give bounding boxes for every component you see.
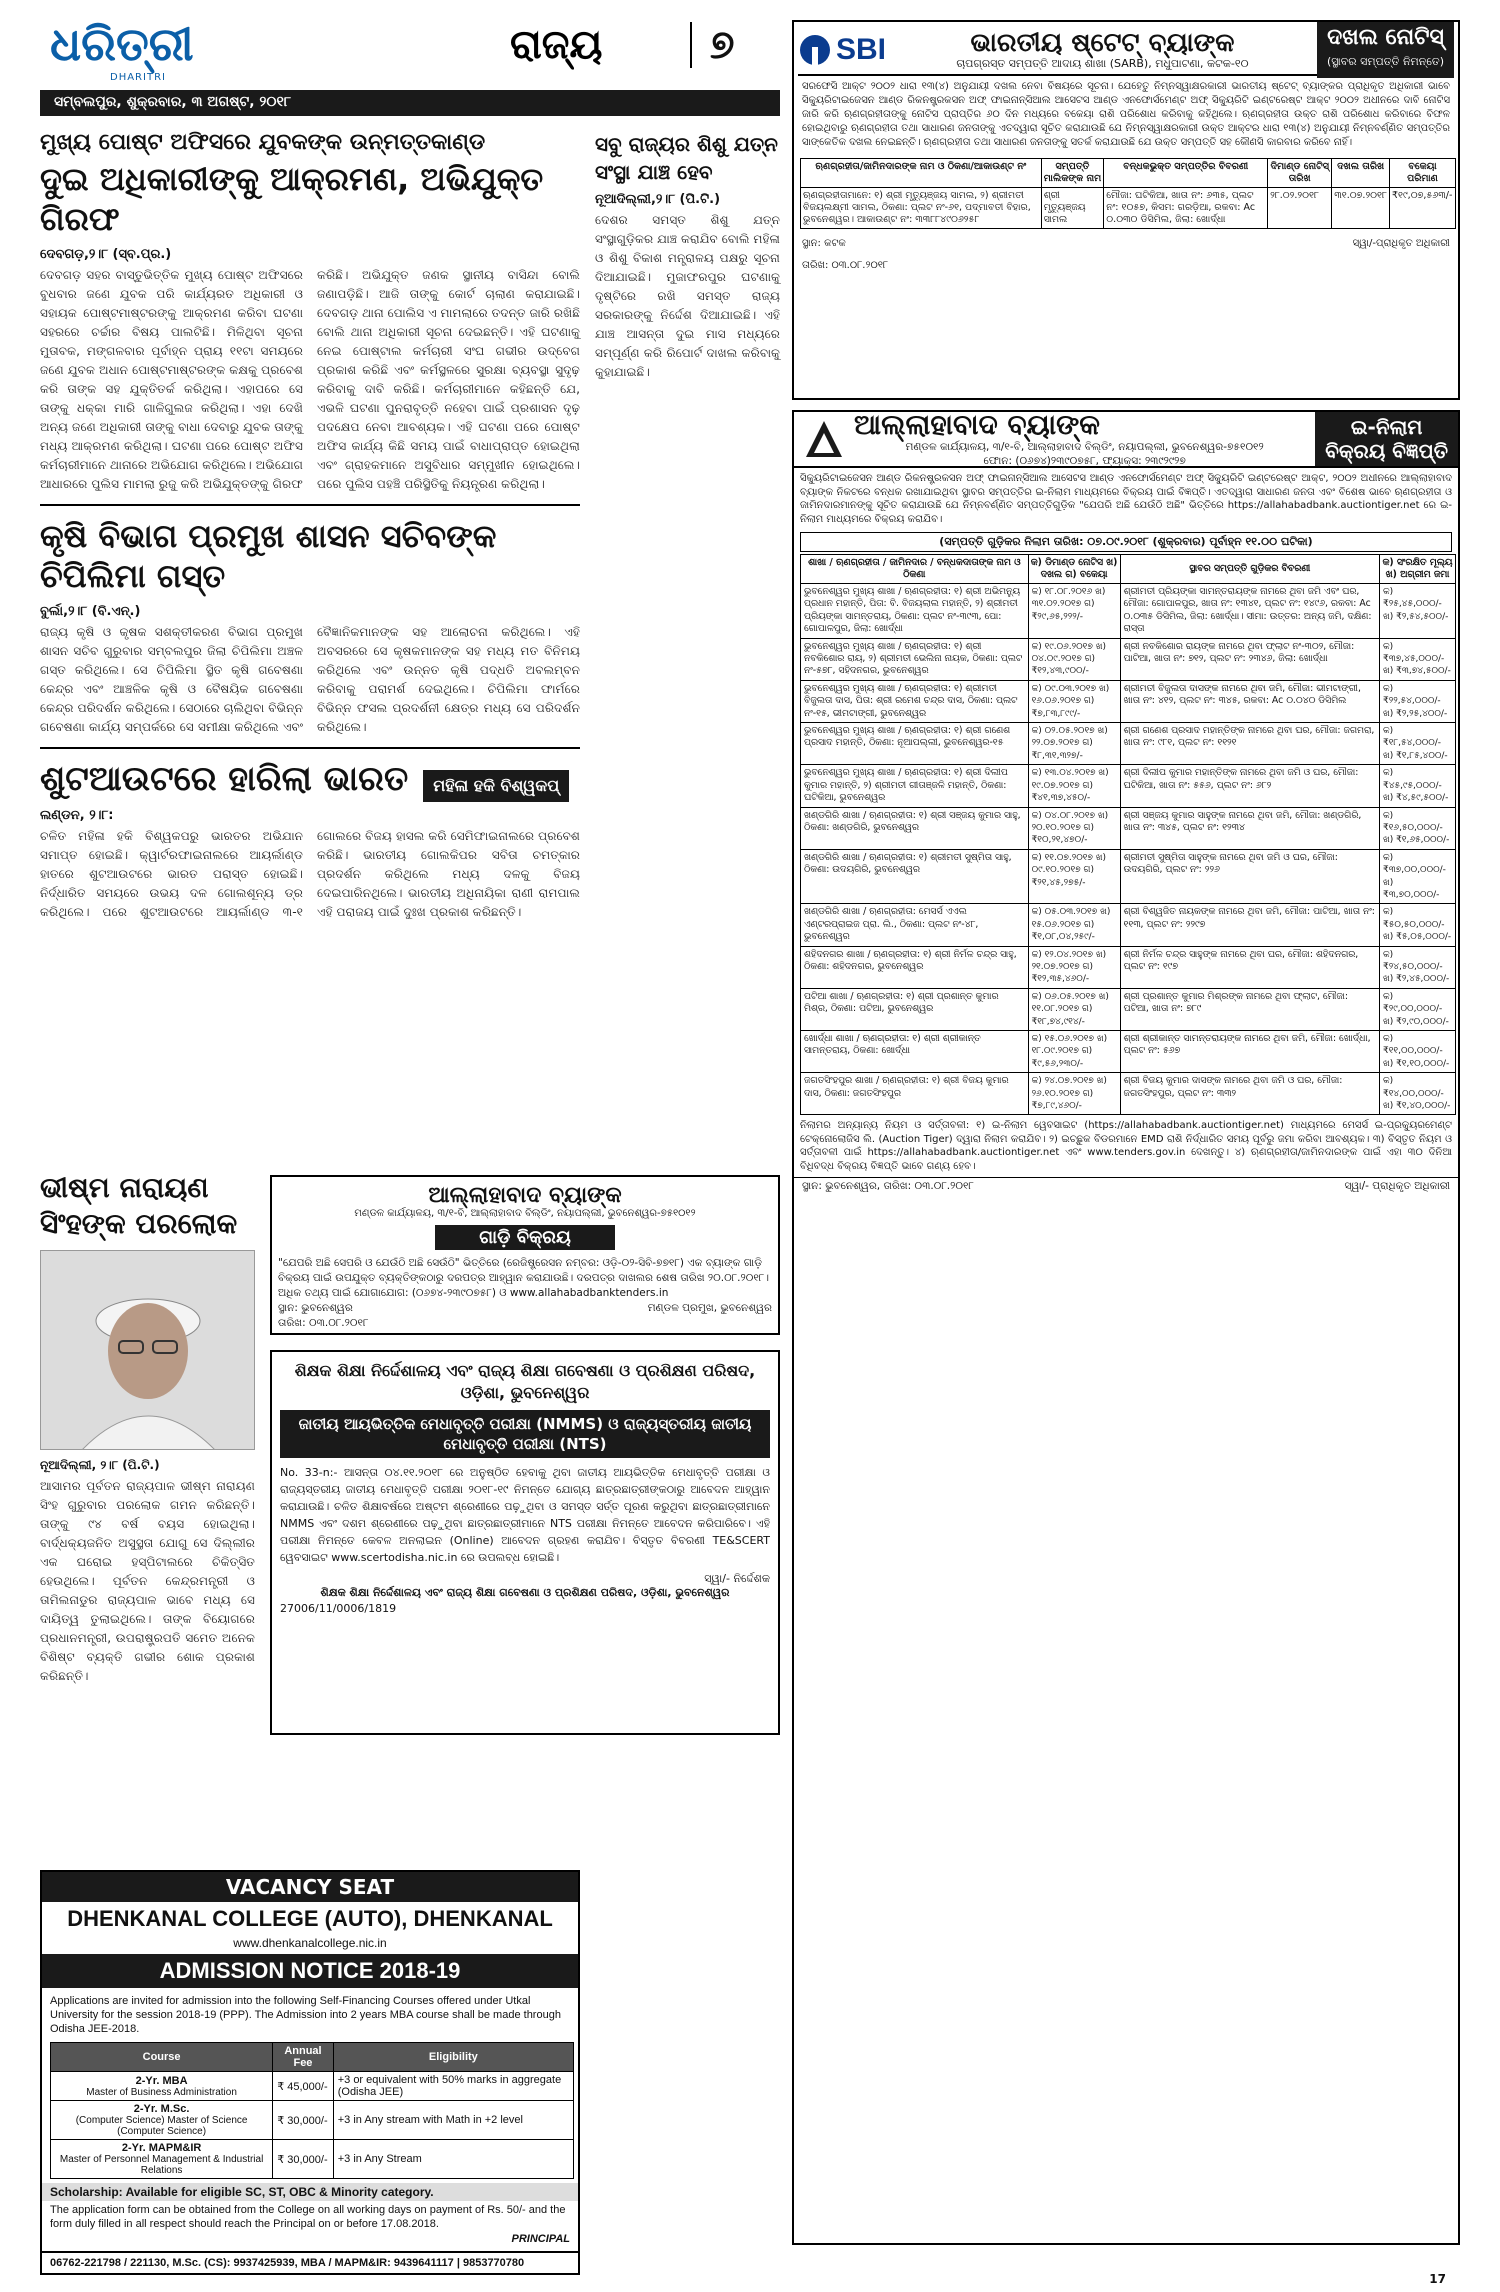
auction-cell-price: କ) ₹୧୪,୦୦,୦୦୦/- ଖ) ₹୧,୪୦,୦୦୦/- [1380,1073,1456,1115]
table-row [801,1073,1456,1115]
dateline: ସମ୍ବଲପୁର, ଶୁକ୍ରବାର, ୩ ଅଗଷ୍ଟ, ୨୦୧୮ [40,90,780,116]
divider [40,747,580,749]
table-row [801,1031,1456,1073]
hockey-body: ଚଳିତ ମହିଳା ହକି ବିଶ୍ୱକପରୁ ଭାରତର ଅଭିଯାନ ସମାପ୍ତ ହୋଇଛି। କ୍ୱାର୍ଟରଫାଇନାଲରେ ଆୟର୍ଲାଣ୍ଡ ହାତରେ ଶୁଟଆଉଟରେ ଭାରତ ପରାସ୍ତ ହୋଇଛି। ନିର୍ଦ୍ଧାରିତ ସମୟରେ ଉଭୟ ଦଳ ଗୋଲଶୂନ୍ୟ ଡ୍ର କରିଥିଲେ। ପରେ ଶୁଟଆଉଟରେ ଆୟର୍ଲାଣ୍ଡ ୩-୧ ଗୋଲରେ ବିଜୟ ହାସଲ କରି ସେମିଫାଇନାଲରେ ପ୍ରବେଶ କରିଛି। ଭାରତୀୟ ଗୋଲକିପର ସବିତା ଚମତ୍କାର ପ୍ରଦର୍ଶନ କରିଥିଲେ ମଧ୍ୟ ଦଳକୁ ବିଜୟ ଦେଇପାରିନଥିଲେ। ଭାରତୀୟ ଅଧିନାୟିକା ରାଣୀ ରାମପାଲ ଏହି ପରାଜୟ ପାଇଁ ଦୁଃଖ ପ୍ରକାଶ କରିଛନ୍ତି। [40,828,580,919]
table-row [51,2101,574,2140]
auction-cell-branch: ପଟିଆ ଶାଖା / ଋଣଗ୍ରହୀତା: ୧) ଶ୍ରୀ ପ୍ରଶାନ୍ତ କୁମାର ମିଶ୍ର, ଠିକଣା: ପଟିଆ, ଭୁବନେଶ୍ୱର [801,988,1029,1030]
allah-place: ସ୍ଥାନ: ଭୁବନେଶ୍ୱର, ତାରିଖ: ୦୩.୦୮.୨୦୧୮ [802,1180,974,1193]
course-sub: (Computer Science) Master of Science (Computer Science) [75,2115,248,2137]
table-row [801,807,1456,849]
college-note: The application form can be obtained from the College on all working days on payment of Rs. 50/- and the form duly filled in all respect should reach the Principal on or before 17.08.2018. [50,2204,566,2230]
auction-cell-dates: କ) ୧୯.୦୬.୨୦୧୭ ଖ) ୦୪.୦୯.୨୦୧୭ ଗ) ₹୧୨,୪୩,୯୦୦/- [1028,638,1120,680]
auction-cell-branch: ଭୁବନେଶ୍ୱର ମୁଖ୍ୟ ଶାଖା / ଋଣଗ୍ରହୀତା: ୧) ଶ୍ରୀ ନବକିଶୋର ରାୟ, ୨) ଶ୍ରୀମତୀ ଭେଲିନା ନାୟକ, ଠିକଣା: ପ୍ଲଟ ନଂ-୫୭୮, ସହିଦନଗର, ଭୁବନେଶ୍ୱର [801,638,1029,680]
section-page-number: ୭ [690,22,734,68]
lead-byline: ଦେବଗଡ଼,୨।୮ (ସ୍ବ.ପ୍ର.) [40,247,172,262]
allah-tag-2: ବିକ୍ରୟ ବିଜ୍ଞପ୍ତି [1325,439,1448,463]
portrait-image [41,1251,255,1450]
sbi-branch: ଚାପଗ୍ରସ୍ତ ସମ୍ପତ୍ତି ଆଦାୟ ଶାଖା (SARB), ମଧୁପାଟଣା, କଟକ-୧୦ [956,57,1249,70]
course-fee: ₹ 45,000/- [273,2072,334,2101]
sbi-tag [1317,22,1454,78]
side-byline: ନୂଆଦିଲ୍ଲୀ,୨।୮ (ପି.ଟି.) [595,192,721,207]
nmms-text: No. 33-n:- ଆସନ୍ତା ୦୪.୧୧.୨୦୧୮ ରେ ଅନୁଷ୍ଠିତ ହେବାକୁ ଥିବା ଜାତୀୟ ଆୟଭିତ୍ତିକ ମେଧାବୃତ୍ତି ପରୀକ୍ଷା ଓ ରାଜ୍ୟସ୍ତରୀୟ ଜାତୀୟ ମେଧାବୃତ୍ତି ପରୀକ୍ଷା ୨୦୧୮-୧୯ ନିମନ୍ତେ ଯୋଗ୍ୟ ଛାତ୍ରଛାତ୍ରୀଙ୍କଠାରୁ ଆବେଦନ ଆହ୍ୱାନ କରାଯାଉଛି। ଚଳିତ ଶିକ୍ଷାବର୍ଷରେ ଅଷ୍ଟମ ଶ୍ରେଣୀରେ ପଢ଼ୁଥିବା ଓ ସମସ୍ତ ସର୍ତ୍ତ ପୂରଣ କରୁଥିବା ଛାତ୍ରଛାତ୍ରୀମାନେ NMMS ଏବଂ ଦଶମ ଶ୍ରେଣୀରେ ପଢ଼ୁଥିବା ଛାତ୍ରଛାତ୍ରୀମାନେ NTS ପରୀକ୍ଷା ନିମନ୍ତେ ଆବେଦନ କରିପାରିବେ। ଏହି ପରୀକ୍ଷା ନିମନ୍ତେ କେବଳ ଅନଲାଇନ (Online) ଆବେଦନ ଗ୍ରହଣ କରାଯିବ। ବିସ୍ତୃତ ବିବରଣୀ TE&SCERT ୱେବସାଇଟ www.scertodisha.nic.in ରେ ଉପଲବ୍ଧ ହୋଇଛି। [280,1466,770,1564]
eligibility-col-header: Eligibility [333,2043,573,2072]
logo-text: ଧରିତ୍ରୀ [50,17,194,71]
table-row [801,946,1456,988]
sbi-col-header: ବକେୟା ପରିମାଣ [1389,159,1455,188]
course-sub: Master of Personnel Management & Industrial Relations [59,2154,264,2176]
section-title: ରାଜ୍ୟ [510,22,603,68]
allah-intro: ସିକ୍ୟୁରିଟାଇଜେସନ ଆଣ୍ଡ ରିକନଷ୍ଟ୍ରକସନ ଅଫ୍ ଫାଇନାନ୍ସିଆଲ ଆସେଟସ ଆଣ୍ଡ ଏନଫୋର୍ସମେଣ୍ଟ ଅଫ୍ ସିକ୍ୟୁରିଟି ଇଣ୍ଟରେଷ୍ଟ ଆକ୍ଟ, ୨୦୦୨ ଅଧୀନରେ ଆଲ୍ଲାହାବାଦ ବ୍ୟାଙ୍କ ନିକଟରେ ବନ୍ଧକ ରଖାଯାଇଥିବା ସ୍ଥାବର ସମ୍ପତ୍ତିର ଇ-ନିଲାମ ମାଧ୍ୟମରେ ବିକ୍ରୟ ପାଇଁ ବିଜ୍ଞପ୍ତି। ଏତଦ୍ୱାରା ସାଧାରଣ ଜନତା ଏବଂ ବିଶେଷ ଭାବେ ଋଣଗ୍ରହୀତା ଓ ଜାମିନଦାରମାନଙ୍କୁ ସୂଚିତ କରାଯାଉଛି ଯେ ନିମ୍ନବର୍ଣ୍ଣିତ ସମ୍ପତ୍ତିଗୁଡ଼ିକ "ଯେପରି ଅଛି ଯେଉଁଠି ଅଛି" ଭିତ୍ତିରେ https://allahabadbank.auctiontiger.net ରେ ଇ-ନିଲାମ ମାଧ୍ୟମରେ ବିକ୍ରୟ କରାଯିବ। [800,473,1452,525]
nmms-foot: ଶିକ୍ଷକ ଶିକ୍ଷା ନିର୍ଦ୍ଦେଶାଳୟ ଏବଂ ରାଜ୍ୟ ଶିକ୍ଷା ଗବେଷଣା ଓ ପ୍ରଶିକ୍ଷଣ ପରିଷଦ, ଓଡ଼ିଶା, ଭୁବନେଶ୍ୱର [320,1586,730,1599]
college-website[interactable]: www.dhenkanalcollege.nic.in [233,1936,387,1950]
obit-byline: ନୂଆଦିଲ୍ଲୀ, ୨।୮ (ପି.ଟି.) [40,1458,160,1472]
sbi-signer: ସ୍ୱା/-ପ୍ରାଧିକୃତ ଅଧିକାରୀ [1352,238,1450,249]
auction-cell-dates: କ) ୨୪.୦୭.୨୦୧୭ ଖ) ୨୬.୧୦.୨୦୧୭ ଗ) ₹୭,୮୯,୪୬୦/- [1028,1073,1120,1115]
sbi-sign-row [798,233,1454,255]
auction-cell-dates: କ) ୧୨.୦୪.୨୦୧୭ ଖ) ୨୧.୦୭.୨୦୧୭ ଗ) ₹୧୨,୩୫,୪୬୦/- [1028,946,1120,988]
auction-cell-price: କ) ₹୧୧,୦୦,୦୦୦/- ଖ) ₹୧,୧୦,୦୦୦/- [1380,1031,1456,1073]
lead-story [40,130,580,494]
auction-cell-dates: କ) ୦୨.୦୫.୨୦୧୭ ଖ) ୨୨.୦୭.୨୦୧୭ ଗ) ₹୮,୩୧,୩୨୭/- [1028,723,1120,765]
lead-body: ଦେବଗଡ଼ ସହର ବାସ୍ତୁଭିତ୍ତିକ ମୁଖ୍ୟ ପୋଷ୍ଟ ଅଫିସରେ ବୁଧବାର ଜଣେ ଯୁବକ ପରି କାର୍ଯ୍ୟରତ ଅଧିକାରୀ ଓ ସହାୟକ ପୋଷ୍ଟମାଷ୍ଟରଙ୍କୁ ଆକ୍ରମଣ କରିବା ଘଟଣା ସହରରେ ଚର୍ଚ୍ଚାର ବିଷୟ ପାଲଟିଛି। ମିଳିଥିବା ସୂଚନା ମୁତାବକ, ମଙ୍ଗଳବାର ପୂର୍ବାହ୍ନ ପ୍ରାୟ ୧୧ଟା ସମୟରେ ଜଣେ ଯୁବକ ଅଧାନ ପୋଷ୍ଟମାଷ୍ଟରଙ୍କ କକ୍ଷକୁ ପ୍ରବେଶ କରି ତାଙ୍କ ସହ ଯୁକ୍ତିତର୍କ କରିଥିଲା। ଏହାପରେ ସେ ତାଙ୍କୁ ଧକ୍କା ମାରି ଗାଳିଗୁଲଜ କରିଥିଲା। ଏହା ଦେଖି ଅନ୍ୟ ଜଣେ ଅଧିକାରୀ ତାଙ୍କୁ ବାଧା ଦେବାରୁ ଯୁବକ ତାଙ୍କୁ ମଧ୍ୟ ଆକ୍ରମଣ କରିଥିଲା। ଘଟଣା ପରେ ପୋଷ୍ଟ ଅଫିସ କର୍ମଚାରୀମାନେ ଥାନାରେ ଅଭିଯୋଗ କରିଥିଲେ। ଅଭିଯୋଗ ଆଧାରରେ ପୁଲିସ ମାମଲା ରୁଜୁ କରି ଅଭିଯୁକ୍ତଙ୍କୁ ଗିରଫ କରିଛି। ଅଭିଯୁକ୍ତ ଜଣକ ସ୍ଥାନୀୟ ବାସିନ୍ଦା ବୋଲି ଜଣାପଡ଼ିଛି। ଆଜି ତାଙ୍କୁ କୋର୍ଟ ଚାଲାଣ କରାଯାଇଛି। ଦେବଗଡ଼ ଥାନା ପୋଲିସ ଏ ମାମଲାରେ ତଦନ୍ତ ଜାରି ରଖିଛି ବୋଲି ଥାନା ଅଧିକାରୀ ସୂଚନା ଦେଇଛନ୍ତି। ଏହି ଘଟଣାକୁ ନେଇ ପୋଷ୍ଟାଲ କର୍ମଚାରୀ ସଂଘ ଗଭୀର ଉଦ୍‌ବେଗ ପ୍ରକାଶ କରିଛି ଏବଂ କର୍ମସ୍ଥଳରେ ସୁରକ୍ଷା ବ୍ୟବସ୍ଥା ସୁଦୃଢ଼ କରିବାକୁ ଦାବି କରିଛି। କର୍ମଚାରୀମାନେ କହିଛନ୍ତି ଯେ, ଏଭଳି ଘଟଣା ପୁନରାବୃତ୍ତି ନହେବା ପାଇଁ ପ୍ରଶାସନ ଦୃଢ଼ ପଦକ୍ଷେପ ନେବା ଆବଶ୍ୟକ। ଏହି ଘଟଣା ପରେ ପୋଷ୍ଟ ଅଫିସ କାର୍ଯ୍ୟ କିଛି ସମୟ ପାଇଁ ବାଧାପ୍ରାପ୍ତ ହୋଇଥିଲା ଏବଂ ଗ୍ରାହକମାନେ ଅସୁବିଧାର ସମ୍ମୁଖୀନ ହୋଇଥିଲେ। ପରେ ପୁଲିସ ପହଞ୍ଚି ପରିସ୍ଥିତିକୁ ନିୟନ୍ତ୍ରଣ କରିଥିଲା। [40,268,580,491]
sbi-cell: ୩୧.୦୭.୨୦୧୮ [1332,188,1390,229]
auction-cell-prop: ଶ୍ରୀ ନିର୍ମଳ ଚନ୍ଦ୍ର ସାହୁଙ୍କ ନାମରେ ଥିବା ଘର, ମୌଜା: ଶହିଦନଗର, ପ୍ଲଟ ନଂ: ୧୯୭ [1120,946,1379,988]
auction-cell-prop: ଶ୍ରୀ ଦିଲୀପ କୁମାର ମହାନ୍ତିଙ୍କ ନାମରେ ଥିବା ଜମି ଓ ଘର, ମୌଜା: ଘଟିକିଆ, ଖାତା ନଂ: ୫୫୬, ପ୍ଲଟ ନଂ: ୬୮୨ [1120,765,1379,807]
table-row [801,904,1456,946]
sbi-possession-notice[interactable] [792,20,1460,400]
auction-col-header: ଶାଖା / ଋଣଗ୍ରହୀତା / ଜାମିନଦାର / ବନ୍ଧକଦାତାଙ୍କ ନାମ ଓ ଠିକଣା [801,555,1029,584]
newspaper-page [40,10,1460,2286]
hockey-byline: ଲଣ୍ଡନ, ୨।୮: [40,807,114,823]
side-story [595,130,780,382]
ad-bank-name: ଆଲ୍ଲାହାବାଦ ବ୍ୟାଙ୍କ [428,1183,622,1208]
allah-terms: ନିଲାମର ଅନ୍ୟାନ୍ୟ ନିୟମ ଓ ସର୍ତ୍ତାବଳୀ: ୧) ଇ-ନିଲାମ ୱେବସାଇଟ (https://allahabadbank.auctiontiger.net) ମାଧ୍ୟମରେ ମେସର୍ସ ଇ-ପ୍ରକ୍ୟୁରମେଣ୍ଟ ଟେକ୍ନୋଲୋଜିସ ଲି. (Auction Tiger) ଦ୍ୱାରା ନିଲାମ କରାଯିବ। ୨) ଇଚ୍ଛୁକ ବିଡରମାନେ EMD ରାଶି ନିର୍ଦ୍ଧାରିତ ସମୟ ପୂର୍ବରୁ ଜମା କରିବା ଆବଶ୍ୟକ। ୩) ବିସ୍ତୃତ ନିୟମ ଓ ସର୍ତ୍ତାବଳୀ ପାଇଁ https://allahabadbank.auctiontiger.net ଏବଂ www.tenders.gov.in ଦେଖନ୍ତୁ। ୪) ଋଣଗ୍ରହୀତା/ଜାମିନଦାରଙ୍କ ପାଇଁ ଏହା ୩୦ ଦିନିଆ ବିଧିବଦ୍ଧ ବିକ୍ରୟ ବିଜ୍ଞପ୍ତି ଭାବେ ଗଣ୍ୟ ହେବ। [800,1120,1452,1172]
ad-text: "ଯେପରି ଅଛି ସେପରି ଓ ଯେଉଁଠି ଅଛି ସେଉଁଠି" ଭିତ୍ତିରେ (ରେଜିଷ୍ଟ୍ରେସନ ନମ୍ବର: ଓଡ଼ି-୦୨-ସିବି-୭୭୧୮) ଏକ ବ୍ୟାଙ୍କ ଗାଡ଼ି ବିକ୍ରୟ ପାଇଁ ଉପଯୁକ୍ତ ବ୍ୟକ୍ତିଙ୍କଠାରୁ ଦରପତ୍ର ଆହ୍ୱାନ କରାଯାଉଛି। ଦରପତ୍ର ଦାଖଲର ଶେଷ ତାରିଖ ୨୦.୦୮.୨୦୧୮। ଅଧିକ ତଥ୍ୟ ପାଇଁ ଯୋଗାଯୋଗ: (୦୬୭୪-୨୩୯୦୭୫୮) ଓ www.allahabadbanktenders.in [278,1257,770,1299]
table-row [801,765,1456,807]
fee-col-header: Annual Fee [273,2043,334,2072]
course-col-header: Course [51,2043,273,2072]
sbi-place: ସ୍ଥାନ: କଟକ [802,238,846,249]
auction-col-header: କ) ଡିମାଣ୍ଡ ନୋଟିସ ଖ) ଦଖଲ ଗ) ବକେୟା [1028,555,1120,584]
auction-cell-dates: କ) ୦୫.୦୩.୨୦୧୭ ଖ) ୧୫.୦୬.୨୦୧୭ ଗ) ₹୧,୦୮,୦୪,୨୫୯/- [1028,904,1120,946]
auction-cell-prop: ଶ୍ରୀ ବିଜୟ କୁମାର ଦାସଙ୍କ ନାମରେ ଥିବା ଜମି ଓ ଘର, ମୌଜା: ଜଗତସିଂହପୁର, ପ୍ଲଟ ନଂ: ୩୩୨ [1120,1073,1379,1115]
auction-col-header: କ) ସଂରକ୍ଷିତ ମୂଲ୍ୟ ଖ) ଅଗ୍ରୀମ ଜମା [1380,555,1456,584]
college-name: DHENKANAL COLLEGE (AUTO), DHENKANAL [67,1906,553,1931]
allah-signer: ସ୍ୱା/- ପ୍ରାଧିକୃତ ଅଧିକାରୀ [1344,1180,1450,1193]
sbi-col-header: ଦିମାଣ୍ଡ ନୋଟିସ୍ ତାରିଖ [1268,159,1332,188]
auction-cell-prop: ଶ୍ରୀମତୀ ବିଜୁଲତା ଦାସଙ୍କ ନାମରେ ଥିବା ଜମି, ମୌଜା: ଭୀମଟାଙ୍ଗୀ, ଖାତା ନଂ: ୪୧୨, ପ୍ଲଟ ନଂ: ୩୪୫, ରକବା: Ac ୦.୦୪୦ ଡିସିମିଲ [1120,680,1379,722]
allah-tag-1: ଇ-ନିଲାମ [1350,415,1423,439]
college-admission-ad[interactable] [40,1870,580,2275]
table-row [801,584,1456,639]
auction-cell-branch: ଶହିଦନଗର ଶାଖା / ଋଣଗ୍ରହୀତା: ୧) ଶ୍ରୀ ନିର୍ମଳ ଚନ୍ଦ୍ର ସାହୁ, ଠିକଣା: ଶହିଦନଗର, ଭୁବନେଶ୍ୱର [801,946,1029,988]
sbi-cell: ₹୧୯,୦୭,୫୬୩/- [1389,188,1455,229]
ad-date: ତାରିଖ: ୦୩.୦୮.୨୦୧୮ [278,1317,369,1329]
table-row [51,2140,574,2179]
auction-cell-prop: ଶ୍ରୀ ସଞ୍ଜୟ କୁମାର ସାହୁଙ୍କ ନାମରେ ଥିବା ଜମି, ମୌଜା: ଖଣ୍ଡଗିରି, ଖାତା ନଂ: ୩୪୫, ପ୍ଲଟ ନଂ: ୧୨୩୪ [1120,807,1379,849]
obit-photo [40,1250,255,1450]
auction-cell-price: କ) ₹୫୦,୫୦,୦୦୦/- ଖ) ₹୫,୦୫,୦୦୦/- [1380,904,1456,946]
auction-cell-prop: ଶ୍ରୀ ନବକିଶୋର ରାୟଙ୍କ ନାମରେ ଥିବା ଫ୍ଲାଟ ନଂ-୩୦୨, ମୌଜା: ପାଟିଆ, ଖାତା ନଂ: ୭୧୨, ପ୍ଲଟ ନଂ: ୨୩୪୬, ଜିଲା: ଖୋର୍ଦ୍ଧା [1120,638,1379,680]
sbi-table [800,158,1456,229]
allah-address: ମଣ୍ଡଳ କାର୍ଯ୍ୟାଳୟ, ୩/୧-ବି, ଆଲ୍ଲାହାବାଦ ବିଲ୍ଡିଂ, ନୟାପଲ୍ଲୀ, ଭୁବନେଶ୍ୱର-୭୫୧୦୧୨ [905,441,1264,453]
page-number: 17 [1429,2272,1446,2286]
course-fee: ₹ 30,000/- [273,2101,334,2140]
college-contact: 06762-221798 / 221130, M.Sc. (CS): 9937425939, MBA / MAPM&IR: 9439641117 | 9853770780 [42,2251,578,2273]
auction-cell-price: କ) ₹୩୭,୪୫,୦୦୦/- ଖ) ₹୩,୭୪,୫୦୦/- [1380,638,1456,680]
course-eligibility: +3 in Any Stream [333,2140,573,2179]
hockey-story [40,759,580,922]
auction-cell-price: କ) ₹୨୨,୫୪,୦୦୦/- ଖ) ₹୨,୨୫,୪୦୦/- [1380,680,1456,722]
sbi-col-header: ସମ୍ପତ୍ତି ମାଲିକଙ୍କ ନାମ [1041,159,1104,188]
side-body: ଦେଶର ସମସ୍ତ ଶିଶୁ ଯତ୍ନ ସଂସ୍ଥାଗୁଡ଼ିକର ଯାଞ୍ଚ କରାଯିବ ବୋଲି ମହିଳା ଓ ଶିଶୁ ବିକାଶ ମନ୍ତ୍ରାଳୟ ପକ୍ଷରୁ ସୂଚନା ଦିଆଯାଇଛି। ମୁଜାଫରପୁର ଘଟଣାକୁ ଦୃଷ୍ଟିରେ ରଖି ସମସ୍ତ ରାଜ୍ୟ ସରକାରଙ୍କୁ ନିର୍ଦ୍ଦେଶ ଦିଆଯାଇଛି। ଏହି ଯାଞ୍ଚ ଆସନ୍ତା ଦୁଇ ମାସ ମଧ୍ୟରେ ସମ୍ପୂର୍ଣ୍ଣ କରି ରିପୋର୍ଟ ଦାଖଲ କରିବାକୁ କୁହାଯାଇଛି। [595,213,780,379]
vehicle-sale-ad[interactable] [270,1175,780,1335]
auction-cell-branch: ଖୋର୍ଦ୍ଧା ଶାଖା / ଋଣଗ୍ରହୀତା: ୧) ଶ୍ରୀ ଶ୍ରୀକାନ୍ତ ସାମନ୍ତରାୟ, ଠିକଣା: ଖୋର୍ଦ୍ଧା [801,1031,1029,1073]
auction-cell-dates: କ) ୧୮.୦୮.୨୦୧୬ ଖ) ୩୧.୦୨.୨୦୧୭ ଗ) ₹୨୯,୬୫,୨୨୨/- [1028,584,1120,639]
auction-cell-branch: ଭୁବନେଶ୍ୱର ମୁଖ୍ୟ ଶାଖା / ଋଣଗ୍ରହୀତା: ୧) ଶ୍ରୀ ଅଭିମନ୍ୟୁ ପ୍ରଧାନ ମହାନ୍ତି, ପିତା: ବି. ବିଜୟଲାଲ ମହାନ୍ତି, ୨) ଶ୍ରୀମତୀ ପ୍ରିୟଙ୍କା ସାମନ୍ତରାୟ, ଠିକଣା: ପ୍ଲଟ ନଂ-୩୯୩, ପୋ: ଗୋପାଳପୁର, ଜିଲା: ଖୋର୍ଦ୍ଧା [801,584,1029,639]
left-column [40,130,580,922]
auction-cell-price: କ) ₹୨୫,୪୫,୦୦୦/- ଖ) ₹୨,୫୪,୫୦୦/- [1380,584,1456,639]
college-scholarship: Scholarship: Available for eligible SC, ST, OBC & Minority category. [42,2183,578,2201]
auction-cell-prop: ଶ୍ରୀମତୀ ପ୍ରିୟଙ୍କା ସାମନ୍ତରାୟଙ୍କ ନାମରେ ଥିବା ଜମି ଏବଂ ଘର, ମୌଜା: ଗୋପାଳପୁର, ଖାତା ନଂ: ୧୩୪୧, ପ୍ଲଟ ନଂ: ୧୪୯୬, ରକବା: Ac ୦.୦୩୫ ଡିସିମିଲ, ଜିଲା: ଖୋର୍ଦ୍ଧା। ସୀମା: ଉତ୍ତର: ଅନ୍ୟ ଜମି, ଦକ୍ଷିଣ: ରାସ୍ତା [1120,584,1379,639]
nmms-sign: ସ୍ୱା/- ନିର୍ଦ୍ଦେଶକ [704,1572,770,1585]
auction-cell-dates: କ) ୦୬.୦୫.୨୦୧୭ ଖ) ୧୧.୦୮.୨୦୧୭ ଗ) ₹୧୮,୭୪,୯୧୪/- [1028,988,1120,1030]
auction-cell-prop: ଶ୍ରୀ ଶ୍ରୀକାନ୍ତ ସାମନ୍ତରାୟଙ୍କ ନାମରେ ଥିବା ଜମି, ମୌଜା: ଖୋର୍ଦ୍ଧା, ପ୍ଲଟ ନଂ: ୫୬୭ [1120,1031,1379,1073]
sbi-tag-title: ଦଖଲ ନୋଟିସ୍ [1327,25,1444,50]
lead-kicker: ମୁଖ୍ୟ ପୋଷ୍ଟ ଅଫିସରେ ଯୁବକଙ୍କ ଉନ୍ମତ୍ତକାଣ୍ଡ [40,130,486,155]
college-principal: PRINCIPAL [511,2233,570,2245]
ad-tag: ଗାଡ଼ି ବିକ୍ରୟ [435,1225,615,1250]
ad-sign-row [278,1301,772,1316]
auction-cell-prop: ଶ୍ରୀ ଗଣେଶ ପ୍ରସାଦ ମହାନ୍ତିଙ୍କ ନାମରେ ଥିବା ଘର, ମୌଜା: ଜଗମରା, ଖାତା ନଂ: ୯୮୧, ପ୍ଲଟ ନଂ: ୧୧୨୧ [1120,723,1379,765]
masthead [40,10,780,120]
divider [40,504,580,506]
auction-cell-branch: ଭୁବନେଶ୍ୱର ମୁଖ୍ୟ ଶାଖା / ଋଣଗ୍ରହୀତା: ୧) ଶ୍ରୀ ଦିଲୀପ କୁମାର ମହାନ୍ତି, ୨) ଶ୍ରୀମତୀ ଗୀତାଞ୍ଜଳି ମହାନ୍ତି, ଠିକଣା: ଘଟିକିଆ, ଭୁବନେଶ୍ୱର [801,765,1029,807]
hockey-headline[interactable]: ଶୁଟଆଉଟରେ ହାରିଲା ଭାରତ [40,759,409,799]
allah-auction-date: (ସମ୍ପତ୍ତି ଗୁଡ଼ିକର ନିଲାମ ତାରିଖ: ୦୭.୦୯.୨୦୧୮ (ଶୁକ୍ରବାର) ପୂର୍ବାହ୍ନ ୧୧.୦୦ ଘଟିକା) [800,532,1452,552]
obit-body: ଆସାମର ପୂର୍ବତନ ରାଜ୍ୟପାଳ ଭୀଷ୍ମ ନାରାୟଣ ସିଂହ ଗୁରୁବାର ପରଲୋକ ଗମନ କରିଛନ୍ତି। ତାଙ୍କୁ ୯୪ ବର୍ଷ ବୟସ ହୋଇଥିଲା। ବାର୍ଦ୍ଧକ୍ୟଜନିତ ଅସୁସ୍ଥତା ଯୋଗୁ ସେ ଦିଲ୍ଲୀର ଏକ ଘରୋଇ ହସ୍ପିଟାଲରେ ଚିକିତ୍ସିତ ହେଉଥିଲେ। ପୂର୍ବତନ କେନ୍ଦ୍ରମନ୍ତ୍ରୀ ଓ ତାମିଲନାଡୁର ରାଜ୍ୟପାଳ ଭାବେ ମଧ୍ୟ ସେ ଦାୟିତ୍ୱ ତୁଲାଇଥିଲେ। ତାଙ୍କ ବିୟୋଗରେ ପ୍ରଧାନମନ୍ତ୍ରୀ, ଉପରାଷ୍ଟ୍ରପତି ସମେତ ଅନେକ ବିଶିଷ୍ଟ ବ୍ୟକ୍ତି ଗଭୀର ଶୋକ ପ୍ରକାଶ କରିଛନ୍ତି। [40,1479,255,1683]
table-row [801,680,1456,722]
table-row [801,723,1456,765]
sbi-cell: ଋଣଗ୍ରହୀତାମାନେ: ୧) ଶ୍ରୀ ମୃତ୍ୟୁଞ୍ଜୟ ସାମଲ, ୨) ଶ୍ରୀମତୀ ବିଜୟଲକ୍ଷ୍ମୀ ସାମଲ, ଠିକଣା: ପ୍ଲଟ ନଂ-୬୧, ପଦ୍ମାବତୀ ବିହାର, ଭୁବନେଶ୍ୱର। ଆକାଉଣ୍ଟ ନଂ: ୩୩୮୮୪୯୦୬୨୫୮ [801,188,1042,229]
allah-header [794,408,1458,468]
auction-cell-price: କ) ₹୪୫,୯୫,୦୦୦/- ଖ) ₹୪,୫୯,୫୦୦/- [1380,765,1456,807]
nmms-code: 27006/11/0006/1819 [280,1602,397,1615]
agri-story [40,516,580,737]
sbi-logo [798,30,888,70]
sbi-col-header: ଋଣଗ୍ରହୀତା/ଜାମିନଦାରଙ୍କ ନାମ ଓ ଠିକଣା/ଆକାଉଣ୍ଟ ନଂ [801,159,1042,188]
allahabad-bank-logo-icon [802,417,846,461]
auction-cell-branch: ଖଣ୍ଡଗିରି ଶାଖା / ଋଣଗ୍ରହୀତା: ୧) ଶ୍ରୀମତୀ ସୁଷ୍ମିତା ସାହୁ, ଠିକଣା: ଉଦୟଗିରି, ଭୁବନେଶ୍ୱର [801,849,1029,904]
course-table [50,2042,574,2179]
sbi-date: ତାରିଖ: ୦୩.୦୮.୨୦୧୮ [802,260,889,271]
hockey-tag: ମହିଳା ହକି ବିଶ୍ୱକପ୍ [423,770,569,802]
auction-cell-prop: ଶ୍ରୀ ବିଶ୍ୱଜିତ ନାୟକଙ୍କ ନାମରେ ଥିବା ଜମି, ମୌଜା: ପାଟିଆ, ଖାତା ନଂ: ୧୧୩, ପ୍ଲଟ ନଂ: ୨୨୯୭ [1120,904,1379,946]
table-row [801,988,1456,1030]
agri-byline: ବୁର୍ଲା,୨।୮ (ବି.ଏନ୍.) [40,604,141,619]
sbi-col-header: ବନ୍ଧକଭୁକ୍ତ ସମ୍ପତ୍ତିର ବିବରଣୀ [1104,159,1268,188]
allah-sign-row [794,1177,1458,1195]
ad-bank-address: ମଣ୍ଡଳ କାର୍ଯ୍ୟାଳୟ, ୩/୧-ବି, ଆଲ୍ଲାହାବାଦ ବିଲ୍ଡିଂ, ନୟାପଲ୍ଲୀ, ଭୁବନେଶ୍ୱର-୭୫୧୦୧୨ [354,1208,696,1219]
auction-cell-branch: ଭୁବନେଶ୍ୱର ମୁଖ୍ୟ ଶାଖା / ଋଣଗ୍ରହୀତା: ୧) ଶ୍ରୀମତୀ ବିଜୁଲତା ଦାସ, ପିତା: ଶ୍ରୀ ରମେଶ ଚନ୍ଦ୍ର ଦାସ, ଠିକଣା: ପ୍ଲଟ ନଂ-୧୫, ଭୀମଟାଙ୍ଗୀ, ଭୁବନେଶ୍ୱର [801,680,1029,722]
nmms-title: ଜାତୀୟ ଆୟଭିତ୍ତିକ ମେଧାବୃତ୍ତି ପରୀକ୍ଷା (NMMS) ଓ ରାଜ୍ୟସ୍ତରୀୟ ଜାତୀୟ ମେଧାବୃତ୍ତି ପରୀକ୍ଷା (NTS) [280,1410,770,1458]
agri-body: ରାଜ୍ୟ କୃଷି ଓ କୃଷକ ସଶକ୍ତୀକରଣ ବିଭାଗ ପ୍ରମୁଖ ଶାସନ ସଚିବ ଗୁରୁବାର ସମ୍ବଲପୁର ଜିଲା ଚିପିଲିମା ଅଞ୍ଚଳ ଗସ୍ତ କରିଥିଲେ। ସେ ଚିପିଲିମା ସ୍ଥିତ କୃଷି ଗବେଷଣା କେନ୍ଦ୍ର ଏବଂ ଆଞ୍ଚଳିକ କୃଷି ଓ ବୈଷୟିକ ଗବେଷଣା କେନ୍ଦ୍ର ପରିଦର୍ଶନ କରିଥିଲେ। ସେଠାରେ ଚାଲିଥିବା ବିଭିନ୍ନ ଗବେଷଣା କାର୍ଯ୍ୟ ସମ୍ପର୍କରେ ସେ ସମୀକ୍ଷା କରିଥିଲେ ଏବଂ ବୈଜ୍ଞାନିକମାନଙ୍କ ସହ ଆଲୋଚନା କରିଥିଲେ। ଏହି ଅବସରରେ ସେ କୃଷକମାନଙ୍କ ସହ ମଧ୍ୟ ମତ ବିନିମୟ କରିଥିଲେ ଏବଂ ଉନ୍ନତ କୃଷି ପଦ୍ଧତି ଅବଲମ୍ବନ କରିବାକୁ ପରାମର୍ଶ ଦେଇଥିଲେ। ଚିପିଲିମା ଫାର୍ମରେ ବିଭିନ୍ନ ଫସଲ ପ୍ରଦର୍ଶନୀ କ୍ଷେତ୍ର ମଧ୍ୟ ସେ ପରିଦର୍ଶନ କରିଥିଲେ। [40,625,580,734]
sbi-name: ଭାରତୀୟ ଷ୍ଟେଟ୍ ବ୍ୟାଙ୍କ [970,28,1235,58]
agri-headline[interactable]: କୃଷି ବିଭାଗ ପ୍ରମୁଖ ଶାସନ ସଚିବଙ୍କ ଚିପିଲିମା ଗସ୍ତ [40,517,497,595]
auction-cell-dates: କ) ୧୧.୦୭.୨୦୧୭ ଖ) ୦୯.୧୦.୨୦୧୭ ଗ) ₹୨୧,୪୫,୨୭୫/- [1028,849,1120,904]
auction-cell-branch: ଭୁବନେଶ୍ୱର ମୁଖ୍ୟ ଶାଖା / ଋଣଗ୍ରହୀତା: ୧) ଶ୍ରୀ ଗଣେଶ ପ୍ରସାଦ ମହାନ୍ତି, ଠିକଣା: ନୂଆପଲ୍ଲୀ, ଭୁବନେଶ୍ୱର-୧୫ [801,723,1029,765]
nmms-ad[interactable] [270,1350,780,1735]
auction-table [800,554,1456,1115]
course-eligibility: +3 in Any stream with Math in +2 level [333,2101,573,2140]
nmms-org: ଶିକ୍ଷକ ଶିକ୍ଷା ନିର୍ଦ୍ଦେଶାଳୟ ଏବଂ ରାଜ୍ୟ ଶିକ୍ଷା ଗବେଷଣା ଓ ପ୍ରଶିକ୍ଷଣ ପରିଷଦ, ଓଡ଼ିଶା, ଭୁବନେଶ୍ୱର [294,1361,756,1402]
sbi-text: ସରଫେସି ଆକ୍ଟ ୨୦୦୨ ଧାରା ୧୩(୪) ଅନୁଯାୟୀ ଦଖଲ ନେବା ବିଷୟରେ ସୂଚନା। ଯେହେତୁ ନିମ୍ନସ୍ୱାକ୍ଷରକାରୀ ଭାରତୀୟ ଷ୍ଟେଟ୍ ବ୍ୟାଙ୍କର ପ୍ରାଧିକୃତ ଅଧିକାରୀ ଭାବେ ସିକ୍ୟୁରିଟାଇଜେସନ ଆଣ୍ଡ ରିକନଷ୍ଟ୍ରକସନ ଅଫ୍ ଫାଇନାନ୍ସିଆଲ ଆସେଟସ ଆଣ୍ଡ ଏନଫୋର୍ସମେଣ୍ଟ ଅଫ୍ ସିକ୍ୟୁରିଟି ଇଣ୍ଟରେଷ୍ଟ ଆକ୍ଟ ୨୦୦୨ ଅଧୀନରେ ଦାବି ନୋଟିସ ଜାରି କରି ଋଣଗ୍ରହୀତାଙ୍କୁ ନୋଟିସ ପ୍ରାପ୍ତିର ୬୦ ଦିନ ମଧ୍ୟରେ ବକେୟା ରାଶି ପରିଶୋଧ କରିବାକୁ କହିଥିଲେ। ଋଣଗ୍ରହୀତା ଉକ୍ତ ରାଶି ପରିଶୋଧ କରିବାରେ ବିଫଳ ହୋଇଥିବାରୁ ଋଣଗ୍ରହୀତା ତଥା ସାଧାରଣ ଜନତାଙ୍କୁ ଏତଦ୍ୱାରା ସୂଚିତ କରାଯାଉଛି ଯେ ନିମ୍ନସ୍ୱାକ୍ଷରକାରୀ ଉକ୍ତ ଆକ୍ଟର ଧାରା ୧୩(୪) ଅନୁଯାୟୀ ନିମ୍ନବର୍ଣ୍ଣିତ ସମ୍ପତ୍ତିର ସାଙ୍କେତିକ ଦଖଲ ନେଇଛନ୍ତି। ଋଣଗ୍ରହୀତା ତଥା ସାଧାରଣ ଜନତାଙ୍କୁ ସତର୍କ କରାଯାଉଛି ଯେ ଉକ୍ତ ସମ୍ପତ୍ତି ସହ କୌଣସି କାରବାର କରିବେ ନାହିଁ। [802,81,1450,148]
college-vacancy-banner: VACANCY SEAT [42,1872,578,1902]
sbi-name-block [888,29,1317,71]
allahabad-eauction-notice[interactable] [792,410,1460,2245]
course-name: 2-Yr. MBA [135,2074,188,2087]
auction-cell-prop: ଶ୍ରୀ ପ୍ରଶାନ୍ତ କୁମାର ମିଶ୍ରଙ୍କ ନାମରେ ଥିବା ଫ୍ଲାଟ, ମୌଜା: ପଟିଆ, ଖାତା ନଂ: ୭୮୯ [1120,988,1379,1030]
lead-headline[interactable]: ଦୁଇ ଅଧିକାରୀଙ୍କୁ ଆକ୍ରମଣ, ଅଭିଯୁକ୍ତ ଗିରଫ [40,160,544,238]
sbi-tag-sub: (ସ୍ଥାବର ସମ୍ପତ୍ତି ନିମନ୍ତେ) [1327,55,1444,68]
sbi-header [798,26,1454,76]
auction-cell-dates: କ) ୦୪.୦୮.୨୦୧୭ ଖ) ୨୦.୧୦.୨୦୧୭ ଗ) ₹୧୦,୨୧,୪୭୦/- [1028,807,1120,849]
course-eligibility: +3 or equivalent with 50% marks in aggregate (Odisha JEE) [333,2072,573,2101]
allah-tag [1315,412,1458,466]
auction-cell-price: କ) ₹୧୬,୫୦,୦୦୦/- ଖ) ₹୧,୬୫,୦୦୦/- [1380,807,1456,849]
college-intro: Applications are invited for admission into the following Self-Financing Courses offered under Utkal University for the session 2018-19 (PPP). The Admission into 2 years MBA course shall be made through Odisha JEE-2018. [50,1995,561,2035]
auction-cell-price: କ) ₹୩୭,୦୦,୦୦୦/- ଖ) ₹୩,୭୦,୦୦୦/- [1380,849,1456,904]
auction-cell-dates: କ) ୧୫.୦୬.୨୦୧୭ ଖ) ୧୮.୦୯.୨୦୧୭ ଗ) ₹୯,୫୬,୨୩୦/- [1028,1031,1120,1073]
auction-cell-branch: ଜଗତସିଂହପୁର ଶାଖା / ଋଣଗ୍ରହୀତା: ୧) ଶ୍ରୀ ବିଜୟ କୁମାର ଦାସ, ଠିକଣା: ଜଗତସିଂହପୁର [801,1073,1029,1115]
sbi-logo-icon [800,35,830,65]
allah-name-block [854,410,1315,468]
newspaper-logo[interactable] [50,16,200,94]
obit-headline[interactable]: ଭୀଷ୍ମ ନାରାୟଣ ସିଂହଙ୍କ ପରଲୋକ [40,1171,238,1240]
ad-signer: ମଣ୍ଡଳ ପ୍ରମୁଖ, ଭୁବନେଶ୍ୱର [647,1302,772,1314]
auction-cell-prop: ଶ୍ରୀମତୀ ସୁଷ୍ମିତା ସାହୁଙ୍କ ନାମରେ ଥିବା ଜମି ଓ ଘର, ମୌଜା: ଉଦୟଗିରି, ପ୍ଲଟ ନଂ: ୨୨୬ [1120,849,1379,904]
auction-cell-price: କ) ₹୨୯,୦୦,୦୦୦/- ଖ) ₹୨,୯୦,୦୦୦/- [1380,988,1456,1030]
sbi-cell: ମୌଜା: ଘଟିକିଆ, ଖାତା ନଂ: ୬୩୫, ପ୍ଲଟ ନଂ: ୧୦୫୭, କିସମ: ଗରଡ଼ିଆ, ରକବା: Ac ୦.୦୩୦ ଡିସିମିଲ, ଜିଲା: ଖୋର୍ଦ୍ଧା [1104,188,1268,229]
college-admission-band: ADMISSION NOTICE 2018-19 [42,1954,578,1988]
allah-phone: ଫୋନ: (୦୬୭୪)୨୩୯୦୭୫୮, ଫ୍ୟାକ୍ସ: ୨୩୯୨୯୨୭ [983,455,1186,467]
table-row [51,2072,574,2101]
allah-bank-name: ଆଲ୍ଲାହାବାଦ ବ୍ୟାଙ୍କ [854,408,1100,441]
table-row [801,849,1456,904]
table-row [801,638,1456,680]
obituary [40,1170,255,1686]
auction-cell-dates: କ) ୦୯.୦୩.୨୦୧୭ ଖ) ୧୬.୦୬.୨୦୧୭ ଗ) ₹୭,୮୩,୮୯୯/- [1028,680,1120,722]
auction-cell-branch: ଖଣ୍ଡଗିରି ଶାଖା / ଋଣଗ୍ରହୀତା: ମେସର୍ସ ଏଏଲ ଏଣ୍ଟରପ୍ରାଇଜ ପ୍ରା. ଲି., ଠିକଣା: ପ୍ଲଟ ନଂ-୪୮, ଭୁବନେଶ୍ୱର [801,904,1029,946]
course-name: 2-Yr. MAPM&IR [121,2142,202,2154]
course-fee: ₹ 30,000/- [273,2140,334,2179]
course-name: 2-Yr. M.Sc. [133,2103,190,2115]
logo-sub: DHARITRI [110,72,166,83]
sbi-cell: ୨୮.୦୨.୨୦୧୮ [1268,188,1332,229]
side-headline[interactable]: ସବୁ ରାଜ୍ୟର ଶିଶୁ ଯତ୍ନ ସଂସ୍ଥା ଯାଞ୍ଚ ହେବ [595,132,778,184]
course-sub: Master of Business Administration [86,2086,237,2098]
auction-rows [801,584,1456,1115]
auction-cell-dates: କ) ୧୩.୦୪.୨୦୧୭ ଖ) ୧୯.୦୭.୨୦୧୭ ଗ) ₹୪୧,୩୭,୪୫୦/- [1028,765,1120,807]
sbi-cell: ଶ୍ରୀ ମୃତ୍ୟୁଞ୍ଜୟ ସାମଲ [1041,188,1104,229]
sbi-logo-text: SBI [835,33,886,66]
auction-col-header: ସ୍ଥାବର ସମ୍ପତ୍ତି ଗୁଡ଼ିକର ବିବରଣୀ [1120,555,1379,584]
auction-cell-branch: ଖଣ୍ଡଗିରି ଶାଖା / ଋଣଗ୍ରହୀତା: ୧) ଶ୍ରୀ ସଞ୍ଜୟ କୁମାର ସାହୁ, ଠିକଣା: ଖଣ୍ଡଗିରି, ଭୁବନେଶ୍ୱର [801,807,1029,849]
ad-place: ସ୍ଥାନ: ଭୁବନେଶ୍ୱର [278,1302,353,1314]
table-row [801,188,1456,229]
auction-cell-price: କ) ₹୧୮,୫୪,୦୦୦/- ଖ) ₹୧,୮୫,୪୦୦/- [1380,723,1456,765]
auction-cell-price: କ) ₹୨୪,୫୦,୦୦୦/- ଖ) ₹୨,୪୫,୦୦୦/- [1380,946,1456,988]
sbi-col-header: ଦଖଲ ତାରିଖ [1332,159,1390,188]
